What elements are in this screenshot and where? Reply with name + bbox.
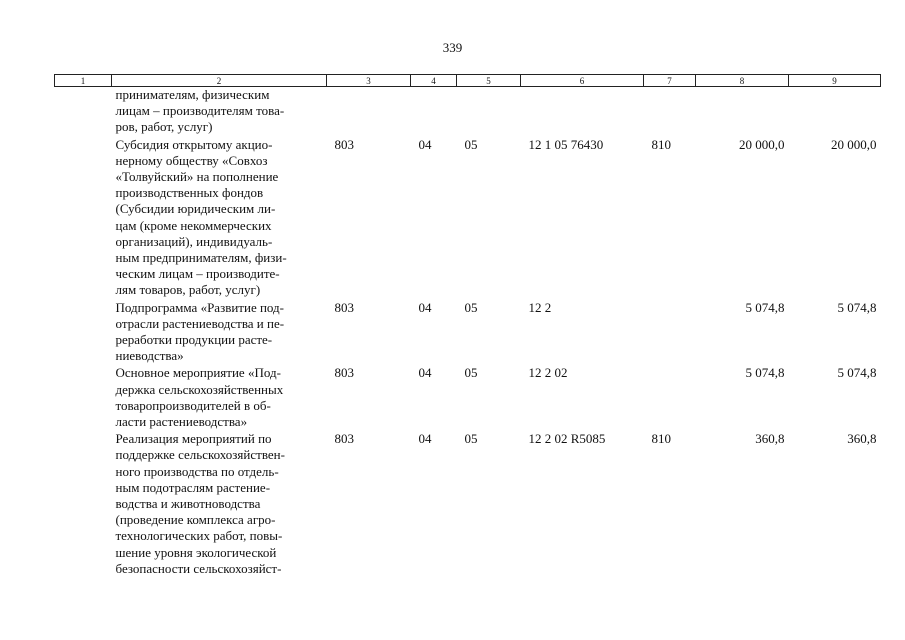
item-name-line: шение уровня экологической <box>115 544 277 560</box>
section-code-cell: 04 <box>418 299 432 315</box>
item-name-line: лицам – производителям това- <box>115 103 285 119</box>
item-name-line: Основное мероприятие «Под- <box>115 365 281 381</box>
section-code-cell: 04 <box>418 136 432 152</box>
target-article-cell: 12 2 02 R5085 <box>528 431 606 447</box>
item-name-line: Субсидия открытому акцио- <box>115 136 273 152</box>
table-body <box>55 87 881 579</box>
item-name-line: Реализация мероприятий по <box>115 431 272 447</box>
amount-cell: 5 074,8 <box>837 365 877 381</box>
item-name-line: поддержке сельскохозяйствен- <box>115 447 285 463</box>
budget-table <box>54 74 881 578</box>
item-name-line: «Толвуйский» на пополнение <box>115 169 279 185</box>
item-name-line: нерному обществу «Совхоз <box>115 152 268 168</box>
column-number-row <box>55 75 881 87</box>
item-name-line: водства и животноводства <box>115 496 261 512</box>
item-name-cell <box>112 300 327 366</box>
table-row <box>55 365 881 431</box>
item-name-line: безопасности сельскохозяйст- <box>115 560 282 576</box>
table-row <box>55 431 881 578</box>
empty-cell <box>55 431 112 578</box>
empty-cell <box>55 365 112 431</box>
section-code-cell: 04 <box>418 365 432 381</box>
item-name-line: ласти растениеводства» <box>115 414 248 430</box>
page-number: 339 <box>442 40 463 55</box>
subsection-code-cell <box>457 87 521 137</box>
amount-cell: 360,8 <box>847 431 877 447</box>
ministry-code-cell <box>327 87 411 137</box>
item-name-line: ниеводства» <box>115 348 184 364</box>
item-name-line: (Субсидии юридическим ли- <box>115 201 276 217</box>
amount-cell: 20 000,0 <box>831 136 877 152</box>
item-name-line: (проведение комплекса агро- <box>115 512 276 528</box>
table-row <box>55 137 881 300</box>
amount-cell: 360,8 <box>755 431 785 447</box>
amount-cell: 20 000,0 <box>739 136 785 152</box>
item-name-line: ным предпринимателям, физи- <box>115 250 287 266</box>
column-header: 6 <box>521 75 644 87</box>
empty-cell <box>55 300 112 366</box>
expense-type-cell <box>644 300 696 366</box>
column-header: 2 <box>112 75 327 87</box>
column-header: 4 <box>411 75 457 87</box>
item-name-line: Подпрограмма «Развитие под- <box>115 299 284 315</box>
item-name-line: ного производства по отдель- <box>115 463 279 479</box>
item-name-cell <box>112 431 327 578</box>
target-article-cell <box>521 87 644 137</box>
section-code-cell <box>411 87 457 137</box>
amount-cell: 5 074,8 <box>745 299 785 315</box>
target-article-cell: 12 2 <box>528 299 552 315</box>
amount-cell: 5 074,8 <box>837 299 877 315</box>
item-name-line: отрасли растениеводства и пе- <box>115 315 285 331</box>
subsection-code-cell: 05 <box>464 299 478 315</box>
target-article-cell: 12 1 05 76430 <box>528 136 604 152</box>
item-name-line: ров, работ, услуг) <box>115 119 213 135</box>
subsection-code-cell: 05 <box>464 431 478 447</box>
expense-type-cell <box>644 87 696 137</box>
table-row <box>55 87 881 137</box>
column-header: 5 <box>457 75 521 87</box>
subsection-code-cell: 05 <box>464 136 478 152</box>
ministry-code-cell: 803 <box>334 365 354 381</box>
item-name-line: реработки продукции расте- <box>115 332 273 348</box>
column-header: 8 <box>696 75 789 87</box>
item-name-line: ческим лицам – производите- <box>115 266 280 282</box>
ministry-code-cell: 803 <box>334 136 354 152</box>
item-name-cell <box>112 137 327 300</box>
expense-type-cell: 810 <box>651 136 671 152</box>
column-header: 3 <box>327 75 411 87</box>
item-name-line: производственных фондов <box>115 185 264 201</box>
column-header: 7 <box>644 75 696 87</box>
column-header: 9 <box>789 75 881 87</box>
item-name-line: цам (кроме некоммерческих <box>115 217 272 233</box>
item-name-line: ным подотраслям растение- <box>115 479 271 495</box>
item-name-line: товаропроизводителей в об- <box>115 397 271 413</box>
item-name-cell <box>112 87 327 137</box>
item-name-line: держка сельскохозяйственных <box>115 381 284 397</box>
amount-cell <box>696 87 789 137</box>
item-name-line: принимателям, физическим <box>115 87 270 102</box>
subsection-code-cell: 05 <box>464 365 478 381</box>
item-name-cell <box>112 365 327 431</box>
section-code-cell: 04 <box>418 431 432 447</box>
expense-type-cell: 810 <box>651 431 671 447</box>
item-name-line: технологических работ, повы- <box>115 528 283 544</box>
table-row <box>55 300 881 366</box>
target-article-cell: 12 2 02 <box>528 365 568 381</box>
amount-cell: 5 074,8 <box>745 365 785 381</box>
expense-type-cell <box>644 365 696 431</box>
empty-cell <box>55 87 112 137</box>
ministry-code-cell: 803 <box>334 299 354 315</box>
amount-cell <box>789 87 881 137</box>
ministry-code-cell: 803 <box>334 431 354 447</box>
item-name-line: организаций), индивидуаль- <box>115 233 273 249</box>
column-header: 1 <box>55 75 112 87</box>
empty-cell <box>55 137 112 300</box>
item-name-line: лям товаров, работ, услуг) <box>115 282 261 298</box>
